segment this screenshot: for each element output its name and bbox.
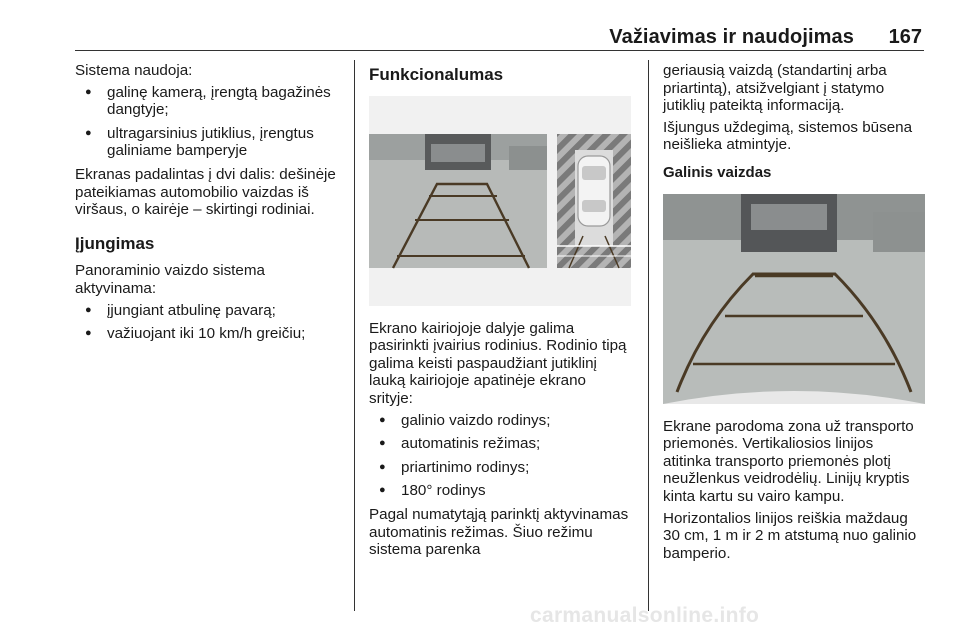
split-screen-camera-illustration	[369, 96, 631, 306]
list-item: ● įjungiant atbulinę pavarą;	[75, 302, 350, 320]
watermark: carmanualsonline.info	[530, 604, 760, 627]
list-item: ● 180° rodinys	[369, 482, 631, 500]
list-item: ● galinę kamerą, įrengtą bagažinės dangtyje;	[75, 84, 350, 119]
list-item: ● priartinimo rodinys;	[369, 459, 631, 477]
system-uses-intro: Sistema naudoja:	[75, 62, 193, 79]
rear-view-camera-illustration	[663, 194, 925, 404]
list-item: ● ultragarsinius jutiklius, įrengtus galiniame bamperyje	[75, 125, 350, 160]
list-item: ● važiuojant iki 10 km/h greičiu;	[75, 325, 350, 343]
column-left	[75, 62, 350, 349]
views-list	[369, 412, 631, 500]
top-down-view	[557, 134, 631, 268]
rear-view-description: Ekrane parodoma zona už transporto priemonės. Vertikaliosios linijos atitinka transporto priemonės plotį neužlenkus veidrodėlių. Linijų kryptis kinta kartu su vairo kampu.	[663, 417, 914, 505]
page-number: 167	[888, 26, 922, 48]
list-item: ● automatinis režimas;	[369, 435, 631, 453]
rear-camera-view	[369, 134, 547, 268]
default-mode-text: Pagal numatytąją parinktį aktyvinamas automatinis režimas. Šiuo režimu sistema parenka	[369, 505, 629, 559]
section-heading-functionality: Funkcionalumas	[369, 65, 504, 84]
page-header	[0, 0, 960, 60]
screen-description: Ekranas padalintas į dvi dalis: dešinėje pateikiamas automobilio vaizdas iš viršaus, o kairėje – skirtingi rodiniai.	[75, 165, 336, 219]
section-heading-activation: Įjungimas	[75, 233, 155, 253]
system-uses-list	[75, 84, 350, 160]
column-divider	[648, 60, 649, 611]
views-intro: Ekrano kairiojoje dalyje galima pasirinkti įvairius rodinius. Rodinio tipą galima keisti paspaudžiant jutiklinį lauką kairiojoje apatinėje ekrano srityje:	[369, 319, 627, 407]
column-middle	[369, 62, 631, 563]
header-rule	[75, 50, 924, 51]
list-item: ● galinio vaizdo rodinys;	[369, 412, 631, 430]
chapter-title: Važiavimas ir naudojimas	[609, 26, 854, 48]
horizontal-lines-description: Horizontalios linijos reiškia maždaug 30 cm, 1 m ir 2 m atstumą nuo galinio bamperio.	[663, 509, 917, 562]
column-right	[663, 62, 925, 566]
activation-list	[75, 302, 350, 343]
section-heading-rear-view: Galinis vaizdas	[663, 163, 772, 181]
auto-mode-text: geriausią vaizdą (standartinį arba priartintą), atsižvelgiant į statymo jutiklių pateiktą informaciją.	[663, 62, 887, 115]
column-divider	[354, 60, 355, 611]
activation-intro: Panoraminio vaizdo sistema aktyvinama:	[75, 262, 265, 297]
ignition-off-text: Išjungus uždegimą, sistemos būsena neišlieka atmintyje.	[663, 118, 913, 154]
